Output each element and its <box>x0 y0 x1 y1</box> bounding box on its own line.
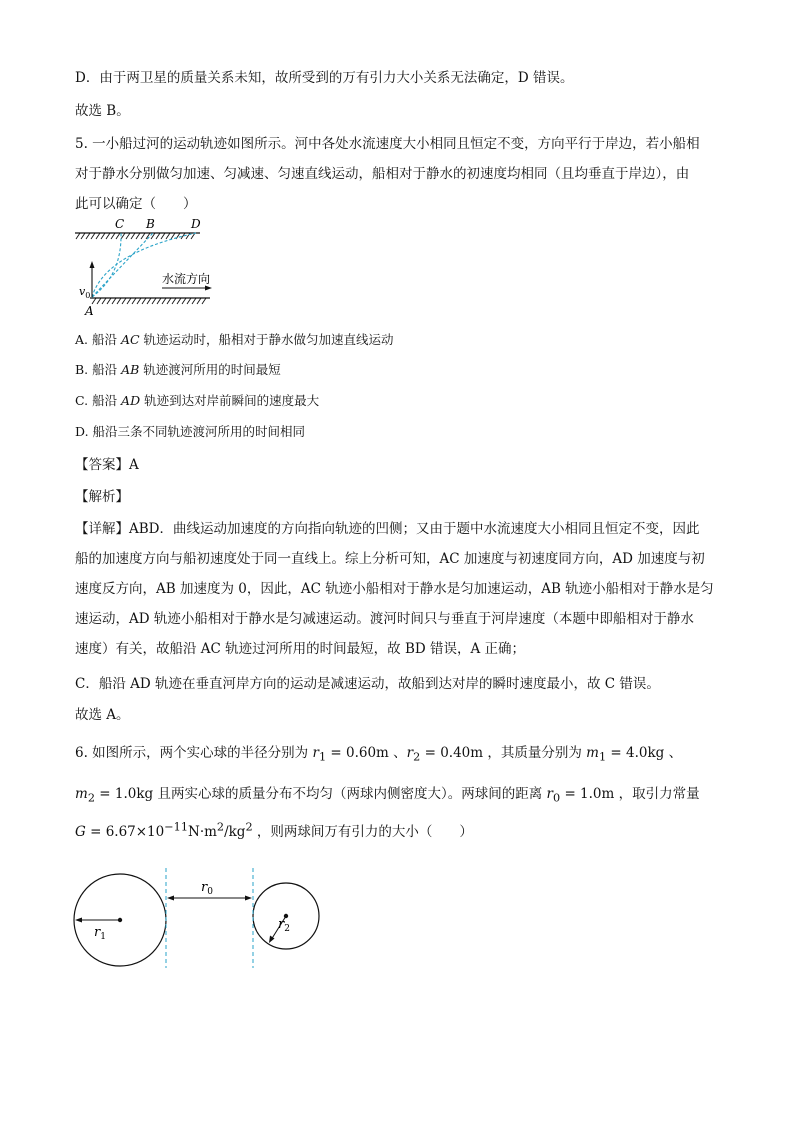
label-r1: $r_1$ <box>94 925 106 942</box>
option-c: C. 船沿 AD 轨迹到达对岸前瞬间的速度最大 <box>75 393 320 408</box>
two-spheres-figure <box>70 860 330 972</box>
detail-line-2: 船的加速度方向与船初速度处于同一直线上。综上分析可知，AC 加速度与初速度同方向，AD 加速度与初 <box>75 551 705 567</box>
r0-left-arrowhead-icon <box>167 896 174 901</box>
q6-stem-line-3: $G = 6.67\times 10^{-11}N\cdot m^2/kg^2$ ，则两球间万有引力的大小（ ） <box>75 820 473 840</box>
label-b: B <box>146 217 155 231</box>
river-crossing-figure <box>70 215 220 320</box>
label-r0: $r_0$ <box>201 880 213 897</box>
answer-label: 【答案】A <box>75 457 139 473</box>
answer-a-line: 故选 A。 <box>75 707 130 723</box>
r0-right-arrowhead-icon <box>245 896 252 901</box>
analysis-label: 【解析】 <box>75 489 129 505</box>
v0-arrowhead-icon <box>90 261 95 268</box>
flow-arrowhead-icon <box>205 286 212 291</box>
option-a: A. 船沿 AC 轨迹运动时，船相对于静水做匀加速直线运动 <box>75 332 394 347</box>
q5-stem-line-1: 5. 一小船过河的运动轨迹如图所示。河中各处水流速度大小相同且恒定不变，方向平行于岸边，若小船相 <box>75 136 700 152</box>
label-r2: $r_2$ <box>278 917 290 934</box>
detail-line-3: 速度反方向，AB 加速度为 0，因此，AC 轨迹小船相对于静水是匀加速运动，AB 轨迹小船相对于静水是匀 <box>75 581 714 597</box>
label-d: D <box>191 217 201 231</box>
q5-stem-line-3: 此可以确定（ ） <box>75 196 197 212</box>
option-d-explanation: D．由于两卫星的质量关系未知，故所受到的万有引力大小关系无法确定，D 错误。 <box>75 70 574 86</box>
detail-line-5: 速度）有关，故船沿 AC 轨迹过河所用的时间最短，故 BD 错误，A 正确； <box>75 641 526 657</box>
option-b: B. 船沿 AB 轨迹渡河所用的时间最短 <box>75 362 281 377</box>
label-a: A <box>85 304 94 318</box>
q5-stem-line-2: 对于静水分别做匀加速、匀减速、匀速直线运动，船相对于静水的初速度均相同（且均垂直于岸边），由 <box>75 166 690 182</box>
detail-c-line: C．船沿 AD 轨迹在垂直河岸方向的运动是减速运动，故船到达对岸的瞬时速度最小，故 C 错误。 <box>75 676 660 692</box>
top-bank-hatching <box>76 233 195 239</box>
bottom-bank-hatching <box>92 298 206 304</box>
detail-line-4: 速运动，AD 轨迹小船相对于静水是匀减速运动。渡河时间只与垂直于河岸速度（本题中即船相对于静水 <box>75 611 694 627</box>
flow-direction-label: 水流方向 <box>162 272 211 286</box>
detail-line-1: 【详解】ABD．曲线运动加速度的方向指向轨迹的凹侧；又由于题中水流速度大小相同且恒定不变，因此 <box>75 521 700 537</box>
q6-stem-line-2: $m_2 = 1.0kg$ 且两实心球的质量分布不均匀（两球内侧密度大）。两球间的距离 $r_0 = 1.0m$ ，取引力常量 <box>75 786 700 805</box>
label-c: C <box>115 217 125 231</box>
trajectory-ab <box>92 233 153 297</box>
label-v0: $v_0$ <box>79 285 91 300</box>
answer-line: 故选 B。 <box>75 103 130 119</box>
option-d: D. 船沿三条不同轨迹渡河所用的时间相同 <box>75 424 306 439</box>
q6-stem-line-1: 6. 如图所示，两个实心球的半径分别为 $r_1 = 0.60m$ 、$r_2 = 0.40m$ ，其质量分别为 $m_1 = 4.0kg$ 、 <box>75 745 683 764</box>
r1-arrowhead-icon <box>75 918 82 923</box>
